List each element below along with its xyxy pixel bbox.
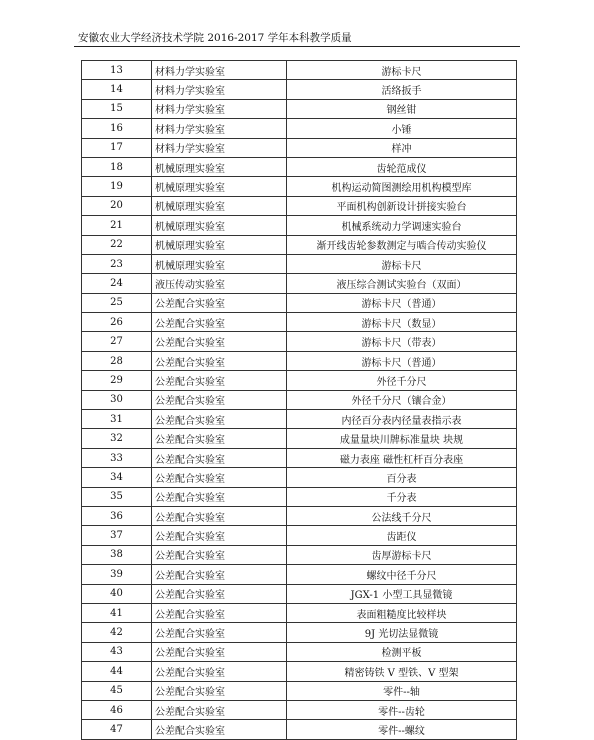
cell-number: 17 <box>82 138 152 157</box>
cell-equipment: 渐开线齿轮参数测定与啮合传动实验仪 <box>287 235 517 254</box>
cell-number: 16 <box>82 119 152 138</box>
table-row <box>82 119 517 138</box>
cell-equipment: 千分表 <box>287 487 517 506</box>
table-row <box>82 390 517 409</box>
cell-equipment: 公法线千分尺 <box>287 506 517 525</box>
cell-lab-room: 材料力学实验室 <box>152 80 287 99</box>
cell-lab-room: 公差配合实验室 <box>152 390 287 409</box>
cell-lab-room: 公差配合实验室 <box>152 642 287 661</box>
cell-number: 25 <box>82 293 152 312</box>
cell-number: 18 <box>82 157 152 176</box>
cell-number: 19 <box>82 177 152 196</box>
cell-lab-room: 机械原理实验室 <box>152 196 287 215</box>
table-row <box>82 584 517 603</box>
cell-number: 24 <box>82 274 152 293</box>
cell-lab-room: 公差配合实验室 <box>152 313 287 332</box>
cell-equipment: 螺纹中径千分尺 <box>287 565 517 584</box>
cell-equipment: 游标卡尺 <box>287 254 517 273</box>
cell-lab-room: 公差配合实验室 <box>152 410 287 429</box>
cell-equipment: 精密铸铁 V 型铁、V 型架 <box>287 662 517 681</box>
cell-equipment: 钢丝钳 <box>287 99 517 118</box>
cell-equipment: 9J 光切法显微镜 <box>287 623 517 642</box>
cell-equipment: 外径千分尺（镶合金） <box>287 390 517 409</box>
cell-lab-room: 公差配合实验室 <box>152 603 287 622</box>
cell-number: 14 <box>82 80 152 99</box>
cell-lab-room: 机械原理实验室 <box>152 235 287 254</box>
cell-number: 22 <box>82 235 152 254</box>
cell-number: 36 <box>82 506 152 525</box>
cell-lab-room: 公差配合实验室 <box>152 448 287 467</box>
cell-number: 26 <box>82 313 152 332</box>
cell-equipment: 游标卡尺（普通） <box>287 351 517 370</box>
cell-equipment: 齿轮范成仪 <box>287 157 517 176</box>
cell-lab-room: 公差配合实验室 <box>152 293 287 312</box>
cell-equipment: 磁力表座 磁性杠杆百分表座 <box>287 448 517 467</box>
cell-equipment: 样冲 <box>287 138 517 157</box>
table-row <box>82 177 517 196</box>
table-row <box>82 235 517 254</box>
cell-equipment: 零件--轴 <box>287 681 517 700</box>
cell-number: 47 <box>82 720 152 739</box>
cell-number: 39 <box>82 565 152 584</box>
table-row <box>82 603 517 622</box>
cell-equipment: 零件--齿轮 <box>287 700 517 719</box>
table-row <box>82 351 517 370</box>
cell-equipment: 百分表 <box>287 468 517 487</box>
cell-lab-room: 公差配合实验室 <box>152 565 287 584</box>
table-row <box>82 487 517 506</box>
cell-number: 41 <box>82 603 152 622</box>
cell-number: 40 <box>82 584 152 603</box>
cell-equipment: 平面机构创新设计拼接实验台 <box>287 196 517 215</box>
table-row <box>82 293 517 312</box>
equipment-table <box>81 60 517 740</box>
cell-equipment: 游标卡尺（普通） <box>287 293 517 312</box>
cell-lab-room: 公差配合实验室 <box>152 487 287 506</box>
cell-number: 35 <box>82 487 152 506</box>
cell-number: 29 <box>82 371 152 390</box>
cell-number: 32 <box>82 429 152 448</box>
cell-equipment: 齿厚游标卡尺 <box>287 545 517 564</box>
table-row <box>82 565 517 584</box>
cell-number: 43 <box>82 642 152 661</box>
table-row <box>82 138 517 157</box>
cell-number: 27 <box>82 332 152 351</box>
cell-lab-room: 公差配合实验室 <box>152 545 287 564</box>
table-row <box>82 61 517 80</box>
cell-lab-room: 公差配合实验室 <box>152 506 287 525</box>
table-row <box>82 429 517 448</box>
cell-lab-room: 机械原理实验室 <box>152 157 287 176</box>
table-row <box>82 545 517 564</box>
cell-lab-room: 公差配合实验室 <box>152 332 287 351</box>
cell-lab-room: 公差配合实验室 <box>152 681 287 700</box>
cell-equipment: 机械系统动力学调速实验台 <box>287 216 517 235</box>
cell-equipment: JGX-1 小型工具显微镜 <box>287 584 517 603</box>
table-row <box>82 196 517 215</box>
cell-number: 15 <box>82 99 152 118</box>
cell-lab-room: 材料力学实验室 <box>152 61 287 80</box>
cell-lab-room: 机械原理实验室 <box>152 216 287 235</box>
cell-equipment: 检测平板 <box>287 642 517 661</box>
table-row <box>82 274 517 293</box>
table-row <box>82 700 517 719</box>
table-row <box>82 448 517 467</box>
cell-lab-room: 公差配合实验室 <box>152 584 287 603</box>
cell-lab-room: 公差配合实验室 <box>152 468 287 487</box>
table-row <box>82 506 517 525</box>
table-row <box>82 371 517 390</box>
page-header: 安徽农业大学经济技术学院 2016-2017 学年本科教学质量 <box>78 32 352 44</box>
cell-equipment: 游标卡尺 <box>287 61 517 80</box>
cell-number: 37 <box>82 526 152 545</box>
cell-equipment: 齿距仪 <box>287 526 517 545</box>
cell-equipment: 机构运动简图测绘用机构模型库 <box>287 177 517 196</box>
cell-lab-room: 公差配合实验室 <box>152 700 287 719</box>
cell-lab-room: 公差配合实验室 <box>152 351 287 370</box>
cell-lab-room: 公差配合实验室 <box>152 720 287 739</box>
cell-equipment: 小锤 <box>287 119 517 138</box>
table-row <box>82 332 517 351</box>
cell-number: 20 <box>82 196 152 215</box>
table-row <box>82 313 517 332</box>
cell-equipment: 游标卡尺（数显） <box>287 313 517 332</box>
table-row <box>82 157 517 176</box>
cell-lab-room: 材料力学实验室 <box>152 138 287 157</box>
table-row <box>82 410 517 429</box>
table-row <box>82 681 517 700</box>
cell-number: 23 <box>82 254 152 273</box>
cell-number: 30 <box>82 390 152 409</box>
table-row <box>82 623 517 642</box>
table-row <box>82 216 517 235</box>
cell-equipment: 外径千分尺 <box>287 371 517 390</box>
table-row <box>82 80 517 99</box>
table-row <box>82 99 517 118</box>
cell-lab-room: 公差配合实验室 <box>152 526 287 545</box>
cell-lab-room: 液压传动实验室 <box>152 274 287 293</box>
cell-equipment: 活络扳手 <box>287 80 517 99</box>
cell-lab-room: 机械原理实验室 <box>152 254 287 273</box>
table-row <box>82 662 517 681</box>
table-row <box>82 720 517 739</box>
cell-equipment: 表面粗糙度比较样块 <box>287 603 517 622</box>
cell-lab-room: 公差配合实验室 <box>152 429 287 448</box>
cell-number: 28 <box>82 351 152 370</box>
cell-number: 45 <box>82 681 152 700</box>
cell-number: 38 <box>82 545 152 564</box>
cell-number: 33 <box>82 448 152 467</box>
cell-number: 34 <box>82 468 152 487</box>
cell-lab-room: 公差配合实验室 <box>152 371 287 390</box>
cell-equipment: 游标卡尺（带表） <box>287 332 517 351</box>
cell-lab-room: 机械原理实验室 <box>152 177 287 196</box>
header-rule <box>74 46 520 47</box>
cell-number: 42 <box>82 623 152 642</box>
cell-number: 13 <box>82 61 152 80</box>
cell-lab-room: 公差配合实验室 <box>152 662 287 681</box>
cell-equipment: 液压综合测试实验台（双面） <box>287 274 517 293</box>
table-row <box>82 254 517 273</box>
cell-equipment: 零件--螺纹 <box>287 720 517 739</box>
cell-equipment: 内径百分表内径量表指示表 <box>287 410 517 429</box>
cell-number: 21 <box>82 216 152 235</box>
equipment-table-container <box>81 60 516 740</box>
cell-lab-room: 公差配合实验室 <box>152 623 287 642</box>
cell-lab-room: 材料力学实验室 <box>152 99 287 118</box>
table-row <box>82 642 517 661</box>
cell-equipment: 成量量块川牌标准量块 块规 <box>287 429 517 448</box>
cell-lab-room: 材料力学实验室 <box>152 119 287 138</box>
table-row <box>82 526 517 545</box>
equipment-table-body <box>82 61 517 740</box>
cell-number: 44 <box>82 662 152 681</box>
cell-number: 46 <box>82 700 152 719</box>
table-row <box>82 468 517 487</box>
cell-number: 31 <box>82 410 152 429</box>
